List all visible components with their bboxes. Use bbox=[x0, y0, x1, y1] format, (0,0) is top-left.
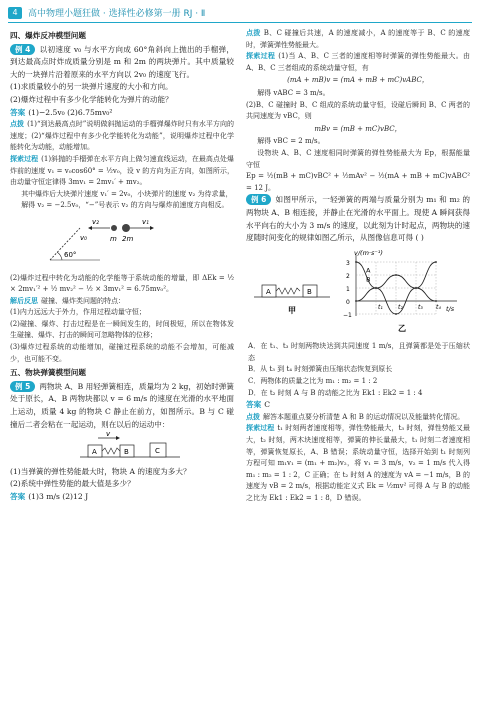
example-6-hint: 点拨 解答本题重点要分析清楚 A 和 B 的运动情况以及能量转化情况。 bbox=[246, 412, 465, 421]
blocks-diagram bbox=[10, 431, 234, 461]
example-5-explore-1: 探索过程 (1)当 A、B、C 三者的速度相等时弹簧的弹性势能最大。由 A、B、C 三者组成的系统动量守恒，有 bbox=[246, 52, 471, 72]
svg-text:B: B bbox=[124, 448, 129, 457]
v1-label: v₁ bbox=[142, 217, 149, 226]
series-label: B bbox=[366, 275, 371, 284]
example-4-explore-3: 解得 v₂ = −2.5v₀，“−”号表示 v₂ 的方向与爆炸前速度方向相反。 bbox=[21, 201, 229, 210]
reflection-title: 解后反思 碰撞、爆炸类问题的特点： bbox=[10, 296, 125, 305]
header-divider bbox=[8, 22, 472, 23]
spring bbox=[276, 288, 300, 294]
option-d: D．在 t₂ 时刻 A 与 B 的动能之比为 Ek1 : Ek2 = 1 : 4 bbox=[248, 388, 423, 397]
example-5-tag: 例 5 bbox=[10, 381, 35, 392]
example-6-tag: 例 6 bbox=[246, 194, 271, 205]
svg-text:C: C bbox=[155, 447, 160, 456]
example-4-tag: 例 4 bbox=[10, 44, 35, 55]
example-4-answer: 答案 (1)−2.5v₀ (2)6.75mv₀² bbox=[10, 107, 113, 117]
reflection-item: (3)爆炸过程系统的动能增加，碰撞过程系统的动能不会增加，可能减少，也可能不变。 bbox=[10, 343, 234, 363]
example-6-answer: 答案 C bbox=[246, 400, 270, 410]
section-title-4: 四、爆炸反冲模型问题 bbox=[10, 31, 86, 40]
large-fragment bbox=[122, 224, 130, 232]
data-point bbox=[355, 261, 357, 263]
option-a: A．在 t₁、t₃ 时刻两物块达到共同速度 1 m/s，且弹簧都是处于压缩状态 bbox=[248, 342, 470, 362]
x-tick-label: t₃ bbox=[418, 303, 423, 311]
option-c: C．两物体的质量之比为 m₁ : m₂ = 1 : 2 bbox=[248, 377, 378, 386]
example-4-explore-2: 其中爆炸后大块弹片速度 v₁′ = 2v₀，小块弹片的速度 v₂ 为待求量， bbox=[21, 189, 233, 198]
equation: 解得 vABC = 3 m/s。 bbox=[257, 88, 330, 97]
section-title-5: 五、物块弹簧模型问题 bbox=[10, 368, 86, 378]
mass-2m-label: 2m bbox=[122, 234, 134, 243]
reflection-item: (1)内力远远大于外力，作用过程动量守恒； bbox=[10, 308, 146, 317]
reflection-item: (2)碰撞、爆炸、打击过程是在一瞬间发生的，时间极短，所以在物体发生碰撞、爆炸、打击的瞬间可忽略物体的位移； bbox=[10, 319, 234, 340]
hint-label: 点拨 bbox=[10, 120, 25, 129]
equation: Ep = ½(mB + mC)vBC² + ½mAv² − ½(mA + mB + mC)vABC² = 12 J。 bbox=[246, 172, 470, 192]
data-point bbox=[435, 261, 437, 263]
reflection-label: 解后反思 bbox=[10, 296, 38, 305]
svg-text:B: B bbox=[307, 287, 312, 296]
spring bbox=[102, 448, 120, 454]
grenade-diagram bbox=[10, 212, 234, 268]
small-fragment bbox=[111, 225, 117, 231]
series-label: A bbox=[366, 266, 371, 275]
data-point bbox=[415, 287, 417, 289]
page-header bbox=[0, 0, 480, 24]
caption-yi: 乙 bbox=[398, 323, 406, 333]
example-4-text: 以初速度 v₀ 与水平方向成 60°角斜向上抛出的手榴弹，到达最高点时炸成质量分别是 m 和 2m 的两块弹片。其中质量较大的一块弹片沿着原来的水平方向以 2v₀ 的速度飞行。 bbox=[10, 44, 234, 79]
equation: mBv = (mB + mC)vBC， bbox=[314, 124, 402, 133]
y-tick-label: 2 bbox=[346, 272, 350, 280]
y-tick-label: 1 bbox=[346, 285, 350, 293]
example-4-hint: 点拨 (1)“到达最高点时”说明做斜抛运动的手榴弹爆炸时只有水平方向的速度；(2)“爆炸过程中有多少化学能转化为动能”，说明爆炸过程中化学能转化为动能，动能增加。 bbox=[10, 120, 234, 152]
example-6: 例 6 如图甲所示，一轻弹簧的两端与质量分别为 m₁ 和 m₂ 的两物块 A、B 相连接，并静止在光滑的水平面上。现使 A 瞬间获得水平向右的大小为 3 m/s 的速度，以此刻为计时起点，两物块的速度随时间变化的规律如图乙所示，从图像信息可得 ( ) bbox=[246, 195, 470, 243]
y-tick-label: −1 bbox=[343, 311, 352, 319]
example-6-explore: 探索过程 t₁ 时刻两者速度相等，弹性势能最大，t₃ 时刻，弹性势能又最大，t₂ 时刻，两木块速度相等，弹簧的伸长量最大，t₁ 时刻二者速度相等，弹簧恢复原长，A、B 错误；系统动量守恒，选择开始到 t₁ 时刻列方程可知 m₁v₁ = (m₁ + m₂)v₂，将 v₁ = 3 m/s，v₂ = 1 m/s 代入得 m₁ : m₂ = 1 : 2，C 正确；在 t₂ 时刻 A 的速度为 vA = −1 m/s，B 的速度为 vB = 2 m/s，根据动能定义式 Ek = ½mv² 可得 A 与 B 的动能之比为 Ek1 : Ek2 = 1 : 8，D 错误。 bbox=[246, 424, 470, 502]
angle-label: 60° bbox=[64, 250, 77, 259]
data-point bbox=[355, 300, 357, 302]
answer-blank: ( ) bbox=[415, 233, 424, 243]
x-tick-label: t₁ bbox=[378, 303, 383, 311]
caption-jia: 甲 bbox=[288, 305, 296, 315]
answer-label: 答案 bbox=[10, 107, 26, 117]
x-tick-label: t₄ bbox=[436, 303, 441, 311]
equation: 解得 vBC = 2 m/s。 bbox=[257, 137, 325, 146]
example-5-answer: 答案 (1)3 m/s (2)12 J bbox=[10, 492, 89, 501]
data-point bbox=[435, 300, 437, 302]
example-4-q2: (2)爆炸过程中有多少化学能转化为弹片的动能？ bbox=[10, 94, 173, 104]
v2-label: v₂ bbox=[92, 217, 99, 226]
page-number: 4 bbox=[8, 7, 22, 19]
example-4-explore-4: (2)爆炸过程中转化为动能的化学能等于系统动能的增量，即 ΔEk = ½ × 2mv₁′² + ½ mv₂² − ½ × 3mv₁² = 6.75mv₀²。 bbox=[10, 273, 234, 294]
explore-label: 探索过程 bbox=[10, 154, 39, 163]
example-4 bbox=[10, 44, 234, 82]
y-tick-label: 0 bbox=[346, 298, 350, 306]
data-point bbox=[375, 287, 377, 289]
chart-y-label: v/(m·s⁻¹) bbox=[354, 248, 383, 257]
right-column bbox=[246, 28, 470, 505]
y-tick-label: 3 bbox=[346, 259, 350, 267]
example-5-explore-3: 设物块 A、B、C 速度相同时弹簧的弹性势能最大为 Ep，根据能量守恒 bbox=[246, 148, 470, 169]
example-5-explore-2: (2)B、C 碰撞时 B、C 组成的系统动量守恒，设碰后瞬间 B、C 两者的共同速度为 vBC，则 bbox=[246, 100, 470, 121]
example-5-hint: 点拨 B、C 碰撞后共速，A 的速度减小，A 的速度等于 B、C 的速度时，弹簧弹性势能最大。 bbox=[246, 29, 470, 49]
v0-label: v₀ bbox=[80, 233, 87, 242]
mass-m-label: m bbox=[110, 234, 117, 243]
example-4-q1: (1)求质量较小的另一块弹片速度的大小和方向。 bbox=[10, 82, 173, 92]
example-5-q1: (1)当弹簧的弹性势能最大时，物块 A 的速度为多大？ bbox=[10, 466, 191, 476]
velocity-time-chart bbox=[343, 249, 457, 319]
data-point bbox=[395, 313, 397, 315]
example-5-q2: (2)系统中弹性势能的最大值是多少？ bbox=[10, 479, 135, 489]
book-title: 高中物理小题狂做 · 选择性必修第一册 RJ · Ⅱ bbox=[28, 9, 206, 19]
svg-text:A: A bbox=[92, 448, 97, 457]
left-column bbox=[10, 28, 234, 504]
svg-text:A: A bbox=[266, 287, 271, 296]
equation: (mA + mB)v = (mA + mB + mC)vABC， bbox=[287, 76, 429, 85]
x-tick-label: t₂ bbox=[398, 303, 403, 311]
chart-x-label: t/s bbox=[446, 304, 455, 313]
v-arrow-label: v bbox=[106, 431, 111, 439]
figure-6 bbox=[246, 245, 470, 337]
example-5: 例 5 两物块 A、B 用轻弹簧相连，质量均为 2 kg，初始时弹簧处于原长，A、B 两物块都以 v = 6 m/s 的速度在光滑的水平地面上运动，质量 4 kg 的物块 C 静止在前方，如图所示。B 与 C 碰撞后二者会粘在一起运动，则在以后的运动中： bbox=[10, 381, 234, 429]
option-b: B．从 t₃ 到 t₄ 时刻弹簧由压缩状态恢复到原长 bbox=[248, 365, 393, 374]
example-4-explore-1: 探索过程 (1)斜抛的手榴弹在水平方向上做匀速直线运动，在最高点处爆炸前的速度 v₁ = v₀cos60° = ½v₀，设 v 的方向为正方向，如图所示，由动量守恒定律得 3mv₁ = 2mv₁′ + mv₂。 bbox=[10, 154, 235, 187]
data-point bbox=[395, 274, 397, 276]
